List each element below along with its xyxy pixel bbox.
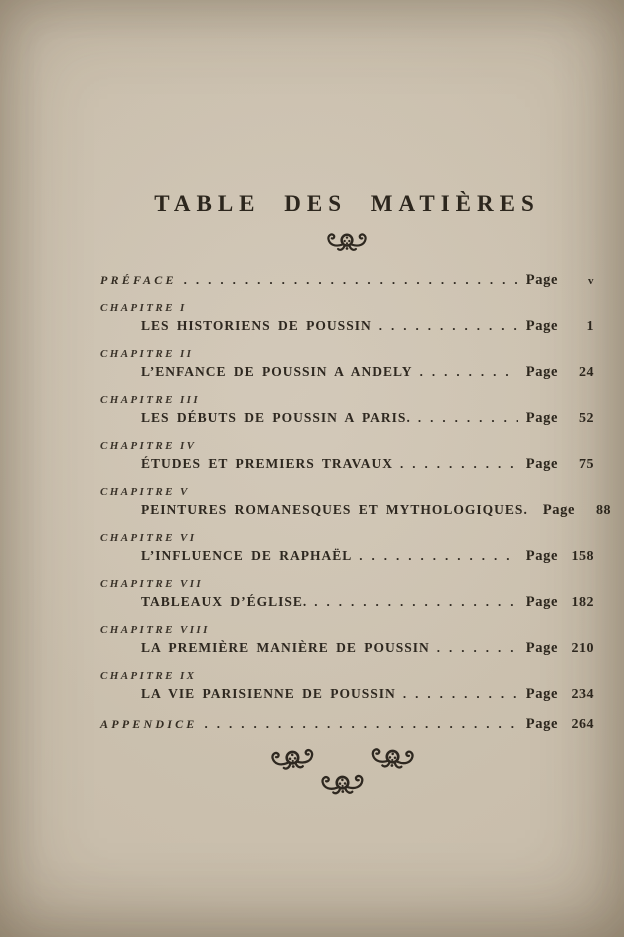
entry-title: L’INFLUENCE DE RAPHAËL (141, 548, 353, 563)
page-number: 52 (579, 411, 594, 426)
dot-leader (197, 715, 517, 733)
footer-fleuron-left-icon (268, 743, 317, 773)
dot-leader (393, 455, 518, 473)
dot-leader (411, 409, 518, 427)
toc-entry-chapter-7 (100, 577, 594, 612)
toc-entry-chapter-3 (100, 393, 594, 428)
entry-label: APPENDICE (100, 717, 198, 731)
entry-title: LES DÉBUTS DE POUSSIN A PARIS. (141, 410, 411, 425)
footer-ornaments (100, 742, 594, 812)
toc-entry-chapter-5 (100, 485, 612, 520)
toc-entry-chapter-1 (100, 301, 594, 336)
chapter-label: CHAPITRE IX (100, 670, 197, 682)
page-number: 264 (571, 717, 594, 732)
entry-title: PEINTURES ROMANESQUES ET MYTHOLOGIQUES. (141, 502, 528, 517)
toc-entry-chapter-8 (100, 623, 594, 658)
dot-leader (430, 639, 518, 657)
page-number: 182 (571, 595, 594, 610)
footer-fleuron-right-icon (368, 742, 417, 771)
dot-leader (307, 593, 518, 611)
page-title: TABLE DES MATIÈRES (154, 191, 540, 216)
page-number: v (588, 275, 594, 287)
dot-leader (413, 363, 518, 381)
chapter-label: CHAPITRE I (100, 302, 187, 314)
page-word: Page (525, 594, 558, 610)
chapter-label: CHAPITRE VIII (100, 624, 210, 636)
dot-leader (528, 501, 535, 519)
toc-entry-appendice (100, 715, 594, 734)
page-word: Page (525, 410, 558, 426)
entry-title: TABLEAUX D’ÉGLISE. (141, 594, 308, 609)
entry-label: PRÉFACE (100, 273, 177, 287)
toc-entry-chapter-4 (100, 439, 594, 474)
toc-entry-preface (100, 271, 594, 290)
dot-leader (177, 271, 518, 289)
entry-title: LA VIE PARISIENNE DE POUSSIN (141, 686, 396, 701)
page-word: Page (525, 548, 558, 564)
dot-leader (372, 317, 518, 335)
page-word: Page (525, 364, 558, 380)
chapter-label: CHAPITRE II (100, 348, 194, 360)
page-word: Page (525, 456, 558, 472)
entry-title: LA PREMIÈRE MANIÈRE DE POUSSIN (141, 640, 430, 655)
chapter-label: CHAPITRE VI (100, 532, 197, 544)
page-number: 88 (596, 503, 612, 518)
page-number: 1 (586, 319, 594, 334)
page-number: 210 (571, 641, 594, 656)
chapter-label: CHAPITRE III (100, 394, 201, 406)
toc-entry-chapter-6 (100, 531, 594, 566)
page-word: Page (525, 686, 558, 702)
page-number: 158 (571, 549, 594, 564)
page-number: 75 (579, 457, 594, 472)
toc-entry-chapter-9 (100, 669, 594, 704)
page-word: Page (525, 640, 558, 656)
entry-title: LES HISTORIENS DE POUSSIN (141, 318, 372, 333)
chapter-label: CHAPITRE VII (100, 578, 204, 590)
page-word: Page (525, 272, 558, 288)
table-of-contents (100, 271, 612, 745)
page-word: Page (542, 502, 576, 518)
header-fleuron-icon (100, 228, 594, 253)
toc-entry-chapter-2 (100, 347, 594, 382)
page-number: 234 (571, 687, 594, 702)
dot-leader (396, 685, 518, 703)
page-number: 24 (579, 365, 594, 380)
entry-title: ÉTUDES ET PREMIERS TRAVAUX (141, 456, 393, 471)
page-word: Page (525, 716, 558, 732)
page-word: Page (525, 318, 558, 334)
entry-title: L’ENFANCE DE POUSSIN A ANDELY (141, 364, 413, 379)
dot-leader (352, 547, 518, 565)
footer-fleuron-bottom-icon (319, 769, 367, 797)
chapter-label: CHAPITRE IV (100, 440, 197, 452)
chapter-label: CHAPITRE V (100, 486, 190, 498)
